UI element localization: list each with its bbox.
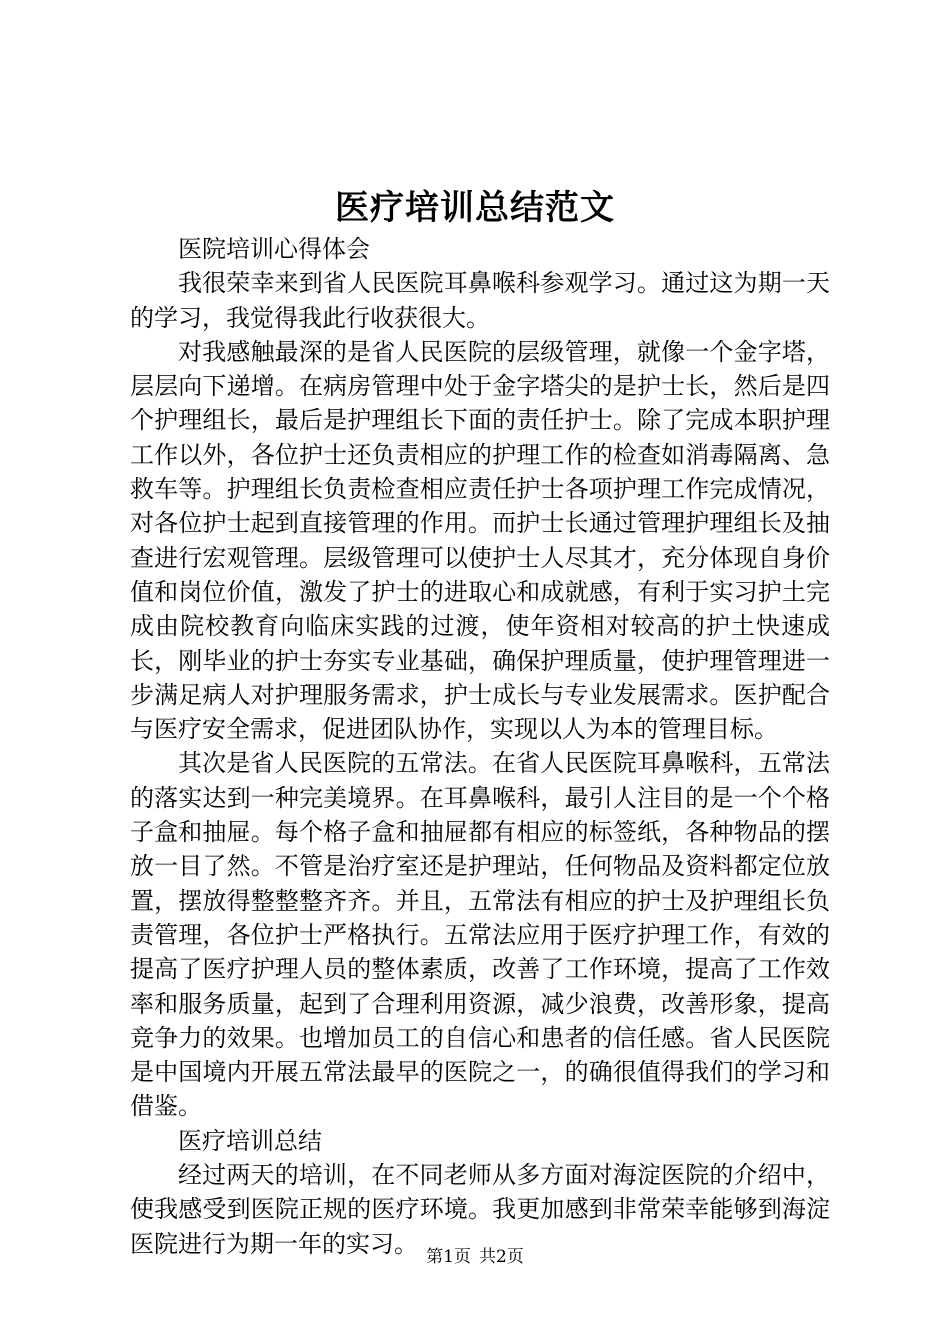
- paragraph: 我很荣幸来到省人民医院耳鼻喉科参观学习。通过这为期一天的学习，我觉得我此行收获很大。: [130, 269, 830, 332]
- paragraph: 其次是省人民医院的五常法。在省人民医院耳鼻喉科，五常法的落实达到一种完美境界。在耳鼻喉科，最引人注目的是一个个格子盒和抽屉。每个格子盒和抽屉都有相应的标签纸，各种物品的摆放一目了然。不管是治疗室还是护理站，任何物品及资料都定位放置，摆放得整整整齐齐。并且，五常法有相应的护士及护理组长负责管理，各位护士严格执行。五常法应用于医疗护理工作，有效的提高了医疗护理人员的整体素质，改善了工作环境，提高了工作效率和服务质量，起到了合理利用资源，减少浪费，改善形象，提高竞争力的效果。也增加员工的自信心和患者的信任感。省人民医院是中国境内开展五常法最早的医院之一，的确很值得我们的学习和借鉴。: [130, 749, 830, 1121]
- document-body: [130, 232, 830, 1261]
- section-heading: 医院培训心得体会: [178, 235, 370, 263]
- page-number: 第1页: [426, 1247, 471, 1267]
- paragraph: 对我感触最深的是省人民医院的层级管理，就像一个金字塔，层层向下递增。在病房管理中处于金字塔尖的是护士长，然后是四个护理组长，最后是护理组长下面的责任护士。除了完成本职护理工作以外，各位护士还负责相应的护理工作的检查如消毒隔离、急救车等。护理组长负责检查相应责任护士各项护理工作完成情况，对各位护士起到直接管理的作用。而护士长通过管理护理组长及抽查进行宏观管理。层级管理可以使护士人尽其才，充分体现自身价值和岗位价值，激发了护士的进取心和成就感，有利于实习护土完成由院校教育向临床实践的过渡，使年资相对较高的护土快速成长，刚毕业的护士夯实专业基础，确保护理质量，使护理管理进一步满足病人对护理服务需求，护士成长与专业发展需求。医护配合与医疗安全需求，促进团队协作，实现以人为本的管理目标。: [130, 337, 830, 744]
- document-title: 医疗培训总结范文: [335, 188, 615, 228]
- section-heading: 医疗培训总结: [178, 1126, 322, 1155]
- page-footer: [0, 1246, 950, 1268]
- page-total: 共2页: [479, 1247, 524, 1267]
- paragraph: 经过两天的培训，在不同老师从多方面对海淀医院的介绍中，使我感受到医院正规的医疗环境。我更加感到非常荣幸能够到海淀医院进行为期一年的实习。: [130, 1161, 830, 1258]
